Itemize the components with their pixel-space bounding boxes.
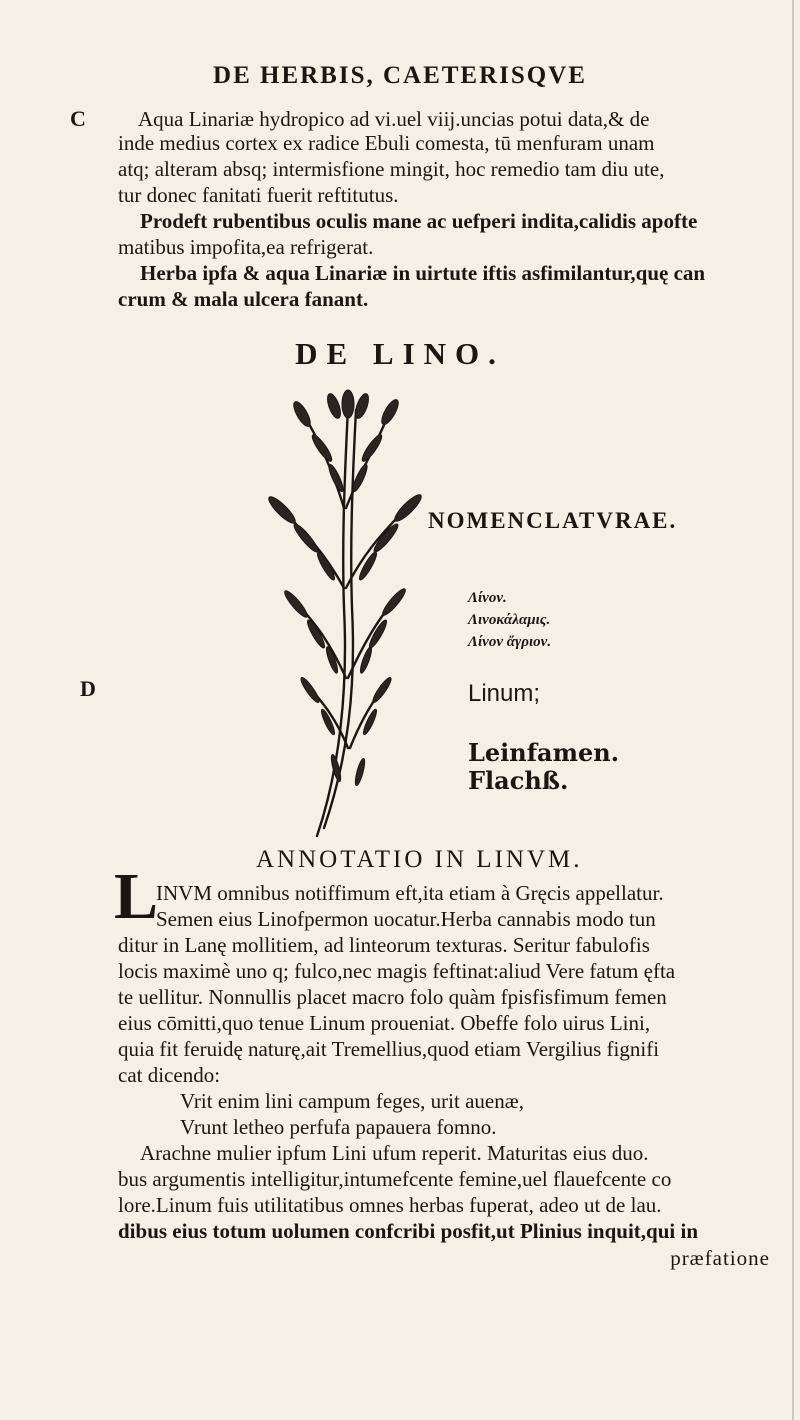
greek-name: Λίνον ἄγριον.: [468, 634, 552, 650]
text-line: ditur in Lanę mollitiem, ad linteorum texturas. Seritur fabulofis: [118, 933, 650, 957]
running-head: DE HERBIS, CAETERISQVE: [213, 62, 587, 89]
verse-line: Vrit enim lini campum feges, urit auenæ,: [180, 1089, 524, 1113]
text-line: Aqua Linariæ hydropico ad vi.uel viij.uncias potui data,& de: [138, 107, 650, 131]
text-line: te uellitur. Nonnullis placet macro folo quàm fpisfisfimum femen: [118, 985, 667, 1009]
flax-plant-woodcut: [262, 388, 432, 840]
section-title: DE LINO.: [295, 336, 505, 371]
german-name: Flachß.: [468, 766, 569, 795]
text-line: quia fit feruidę naturę,ait Tremellius,quod etiam Vergilius fignifi: [118, 1037, 660, 1061]
page-edge: [792, 0, 794, 1420]
text-line: dibus eius totum uolumen confcribi posfit,ut Plinius inquit,qui in: [118, 1219, 698, 1243]
latin-name: Linum;: [468, 680, 541, 707]
text-line: locis maximè uno q; fulco,nec magis feftinat:aliud Vere fatum ęfta: [118, 959, 676, 983]
text-line: eius cōmitti,quo tenue Linum proueniat. Obeffe folo uirus Lini,: [118, 1011, 651, 1035]
text-line: atq; alteram absq; intermisfione mingit, hoc remedio tam diu ute,: [118, 157, 665, 181]
text-line: matibus impofita,ea refrigerat.: [118, 235, 374, 259]
margin-letter-d: D: [80, 676, 96, 701]
initial-letter: L: [114, 860, 159, 933]
text-line: INVM omnibus notiffimum eft,ita etiam à Gręcis appellatur.: [156, 881, 664, 905]
margin-letter-c: C: [70, 106, 86, 131]
german-name: Leinfamen.: [468, 738, 620, 767]
text-line: bus argumentis intelligitur,intumefcente femine,uel flauefcente co: [118, 1167, 672, 1191]
text-line: inde medius cortex ex radice Ebuli comesta, tū menfuram unam: [118, 131, 655, 155]
text-line: Herba ipfa & aqua Linariæ in uirtute iftis asfimilantur,quę can: [140, 261, 706, 285]
greek-name: Λινοκάλαμις.: [468, 612, 551, 628]
nomenclature-heading: NOMENCLATVRAE.: [428, 508, 678, 533]
text-line: tur donec fanitati fuerit reftitutus.: [118, 183, 399, 207]
text-line: cat dicendo:: [118, 1063, 221, 1087]
catchword: præfatione: [670, 1246, 770, 1270]
text-line: Semen eius Linofpermon uocatur.Herba cannabis modo tun: [156, 907, 656, 931]
text-line: Arachne mulier ipfum Lini ufum reperit. Maturitas eius duo.: [140, 1141, 649, 1165]
annotation-heading: ANNOTATIO IN LINVM.: [256, 846, 583, 873]
text-line: lore.Linum fuis utilitatibus omnes herbas fuperat, adeo ut de lau.: [118, 1193, 662, 1217]
greek-name: Λίνον.: [468, 590, 507, 606]
verse-line: Vrunt letheo perfufa papauera fomno.: [180, 1115, 497, 1139]
text-line: Prodeft rubentibus oculis mane ac uefperi indita,calidis apofte: [140, 209, 698, 233]
text-line: crum & mala ulcera fanant.: [118, 287, 369, 311]
